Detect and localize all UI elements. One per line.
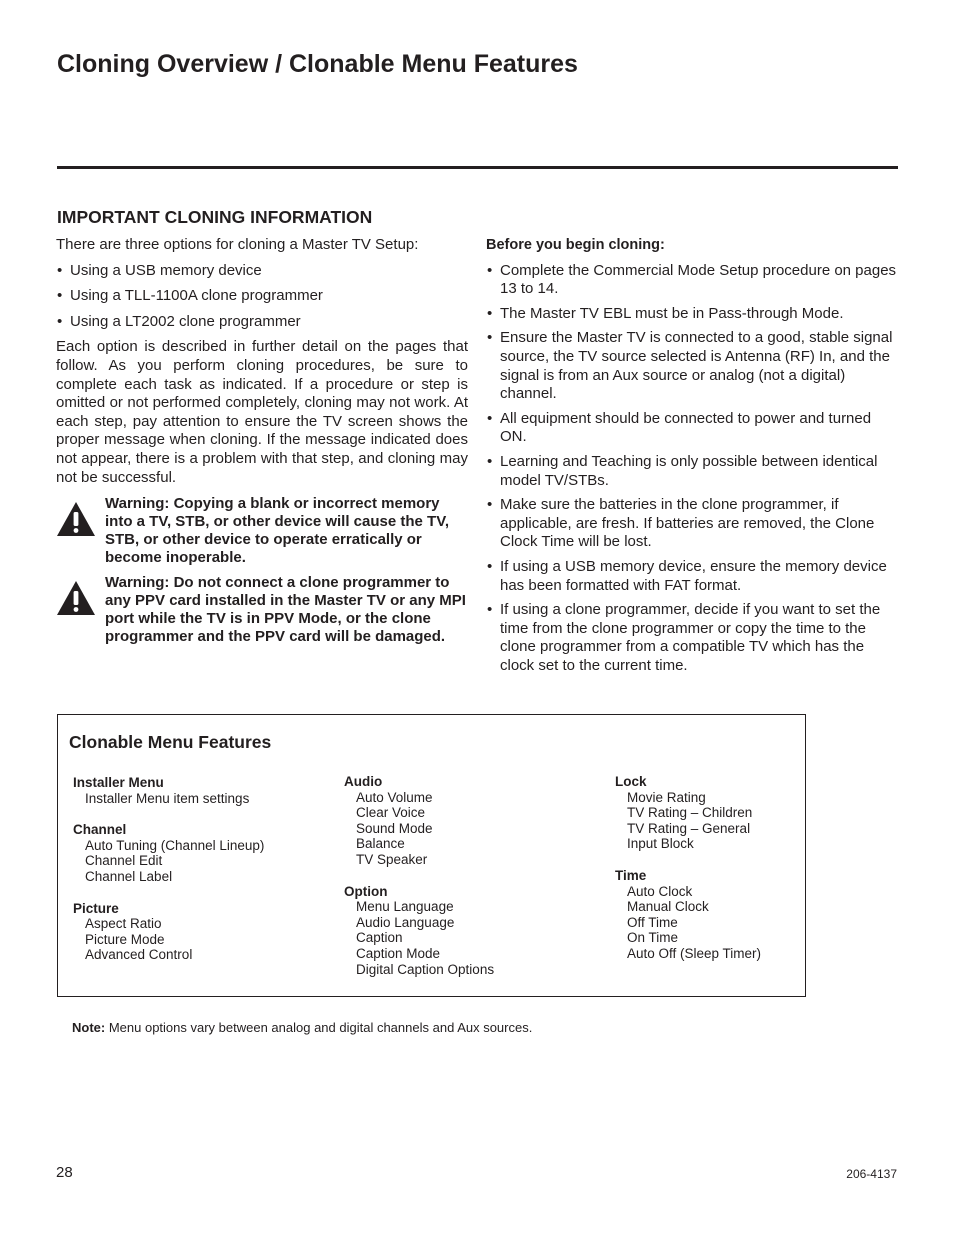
- page-number: 28: [56, 1164, 73, 1181]
- menu-item: Caption: [356, 930, 403, 946]
- menu-item: On Time: [627, 930, 679, 946]
- menu-item: Off Time: [627, 914, 678, 930]
- menu-item: Audio Language: [356, 914, 455, 930]
- prerequisites-heading: Before you begin cloning:: [486, 237, 665, 253]
- list-item: • Learning and Teaching is only possible between identical model TV/STBs.: [487, 452, 878, 489]
- menu-item: Channel Label: [85, 868, 173, 884]
- cloning-options-list: [56, 262, 468, 332]
- menu-item: Auto Volume: [356, 789, 433, 805]
- list-item: • Using a LT2002 clone programmer: [57, 312, 301, 330]
- menu-item: Digital Caption Options: [356, 961, 495, 977]
- menu-item: Auto Off (Sleep Timer): [627, 945, 762, 961]
- note-label: Note:: [72, 1020, 106, 1035]
- menu-item: Input Block: [627, 836, 694, 852]
- list-item: • All equipment should be connected to power and turned ON.: [487, 409, 872, 446]
- menu-item: TV Speaker: [356, 851, 428, 867]
- menu-item: Clear Voice: [356, 805, 426, 821]
- menu-item: Aspect Ratio: [85, 916, 162, 932]
- list-item: • The Master TV EBL must be in Pass-through Mode.: [487, 304, 844, 322]
- menu-item: Balance: [356, 836, 405, 852]
- menu-item: Manual Clock: [627, 899, 709, 915]
- menu-item: Auto Clock: [627, 883, 693, 899]
- menu-group-heading: Installer Menu: [73, 775, 164, 790]
- document-number: 206-4137: [846, 1167, 897, 1181]
- menu-item: Advanced Control: [85, 947, 193, 963]
- list-item: • Using a USB memory device: [57, 261, 262, 279]
- menu-item: Movie Rating: [627, 789, 706, 805]
- menu-group-audio: [344, 774, 494, 868]
- menu-item: Installer Menu item settings: [85, 790, 250, 806]
- menu-item: Auto Tuning (Channel Lineup): [85, 837, 265, 853]
- note: [72, 1020, 532, 1035]
- warning-block: [56, 495, 468, 566]
- list-item: • Using a TLL-1100A clone programmer: [57, 287, 323, 305]
- menu-item: Menu Language: [356, 899, 454, 915]
- menu-group-heading: Option: [344, 883, 388, 899]
- menu-group-heading: Picture: [73, 900, 119, 916]
- header-divider: [57, 166, 898, 169]
- list-item: • If using a clone programmer, decide if you want to set the time from the clone programmer or copy the time to the clone programmer from a compatible TV which has the clock set to the current time.: [487, 601, 881, 674]
- menu-item: Sound Mode: [356, 820, 433, 836]
- menu-item: Caption Mode: [356, 945, 441, 961]
- menu-column: [73, 775, 264, 979]
- menu-group-heading: Lock: [615, 774, 647, 789]
- list-item: • Make sure the batteries in the clone programmer, if applicable, are fresh. If batteries are removed, the Clone Clock Time will be lost.: [487, 496, 875, 551]
- intro-text: There are three options for cloning a Master TV Setup:: [56, 236, 419, 253]
- menu-group-option: [344, 884, 494, 978]
- page-title: Cloning Overview / Clonable Menu Features: [57, 50, 578, 78]
- right-column: [486, 236, 898, 681]
- list-item: • Complete the Commercial Mode Setup procedure on pages 13 to 14.: [487, 261, 897, 298]
- menu-group-lock: [615, 774, 761, 852]
- menu-item: Channel Edit: [85, 853, 163, 869]
- warning-triangle-icon: [56, 574, 105, 645]
- cloning-description: Each option is described in further detail on the pages that follow. As you perform cloning procedures, be sure to complete each task as indicated. If a procedure or step is omitted or not performed completely, cloning may not work. At each step, pay attention to ensure the TV screen shows the proper message when cloning. If the message indicated does not appear, there is a problem with that step, and cloning may not be successful.: [56, 338, 468, 486]
- menu-column: [344, 774, 494, 993]
- menu-group-picture: [73, 901, 264, 963]
- warning-text: Warning: Do not connect a clone programmer to any PPV card installed in the Master TV or any MPI port while the TV is in PPV Mode, or the clone programmer and the PPV card will be damaged.: [105, 574, 466, 645]
- menu-item: TV Rating – Children: [627, 805, 753, 821]
- section-heading: IMPORTANT CLONING INFORMATION: [57, 207, 373, 227]
- list-item: • Ensure the Master TV is connected to a good, stable signal source, the TV source selected is Antenna (RF) In, and the signal is from an Aux source or analog (not a digital) channel.: [487, 329, 893, 403]
- menu-column: [615, 774, 761, 978]
- left-column: [56, 206, 468, 646]
- menu-group-heading: Audio: [344, 774, 383, 789]
- box-title: Clonable Menu Features: [69, 732, 272, 752]
- menu-group-time: [615, 868, 761, 962]
- menu-group-heading: Time: [615, 867, 647, 883]
- menu-item: Picture Mode: [85, 931, 165, 947]
- menu-group-installer: [73, 775, 264, 806]
- warning-triangle-icon: [56, 495, 105, 566]
- warning-block: [56, 574, 468, 645]
- prerequisites-list: [486, 262, 898, 676]
- clonable-features-box: [57, 714, 806, 997]
- note-text: Menu options vary between analog and digital channels and Aux sources.: [105, 1020, 533, 1035]
- menu-item: TV Rating – General: [627, 820, 751, 836]
- list-item: • If using a USB memory device, ensure the memory device has been formatted with FAT format.: [487, 557, 887, 594]
- menu-group-channel: [73, 822, 264, 884]
- menu-group-heading: Channel: [73, 822, 127, 838]
- warning-text: Warning: Copying a blank or incorrect memory into a TV, STB, or other device will cause the TV, STB, or other device to operate erratically or become inoperable.: [105, 495, 449, 566]
